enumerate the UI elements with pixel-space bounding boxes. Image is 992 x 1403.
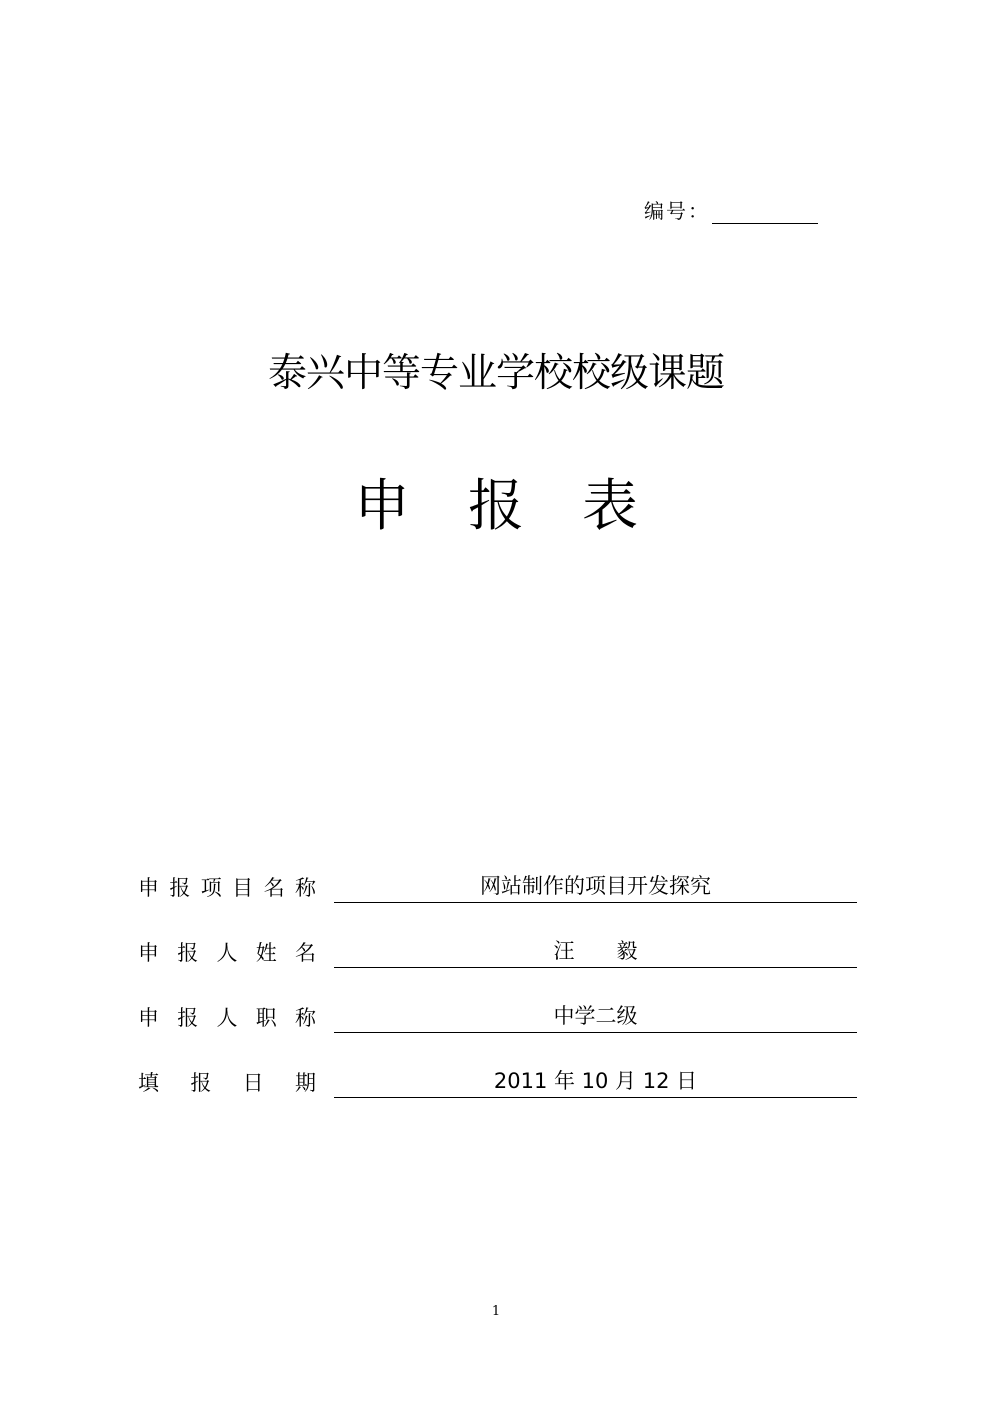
- field-label: [138, 937, 316, 967]
- label-char: 报: [190, 1071, 212, 1095]
- field-value: 网站制作的项目开发探究: [334, 870, 857, 903]
- label-char: 称: [295, 1006, 316, 1030]
- label-char: 目: [232, 876, 254, 900]
- label-char: 职: [255, 1006, 277, 1030]
- document-subtitle: 申报表: [354, 474, 696, 539]
- label-char: 称: [294, 876, 316, 900]
- label-char: 人: [216, 941, 238, 965]
- field-applicant-title: [138, 1000, 858, 1036]
- serial-label: 编号：: [644, 199, 710, 223]
- label-char: 姓: [255, 941, 277, 965]
- label-char: 名: [263, 876, 285, 900]
- label-char: 报: [177, 1006, 199, 1030]
- label-char: 项: [200, 876, 222, 900]
- serial-number: [644, 192, 818, 224]
- field-label: [138, 1002, 316, 1032]
- field-project-name: [138, 870, 858, 906]
- field-value: 中学二级: [334, 1000, 857, 1033]
- field-label: [138, 872, 316, 902]
- serial-blank-line: [712, 197, 818, 224]
- label-char: 期: [294, 1071, 316, 1095]
- label-char: 名: [295, 941, 316, 965]
- document-title: 泰兴中等专业学校校级课题: [267, 351, 724, 396]
- label-char: 填: [138, 1071, 159, 1095]
- field-fill-date: [138, 1065, 858, 1101]
- field-label: [138, 1067, 316, 1097]
- field-value: 汪 毅: [334, 935, 857, 968]
- label-char: 日: [242, 1071, 264, 1095]
- label-char: 申: [138, 1006, 159, 1030]
- label-char: 人: [216, 1006, 238, 1030]
- field-value: 2011 年 10 月 12 日: [334, 1065, 857, 1098]
- label-char: 报: [177, 941, 199, 965]
- label-char: 申: [138, 876, 159, 900]
- label-char: 申: [138, 941, 159, 965]
- label-char: 报: [169, 876, 191, 900]
- field-applicant-name: [138, 935, 858, 971]
- page-number: 1: [491, 1304, 501, 1319]
